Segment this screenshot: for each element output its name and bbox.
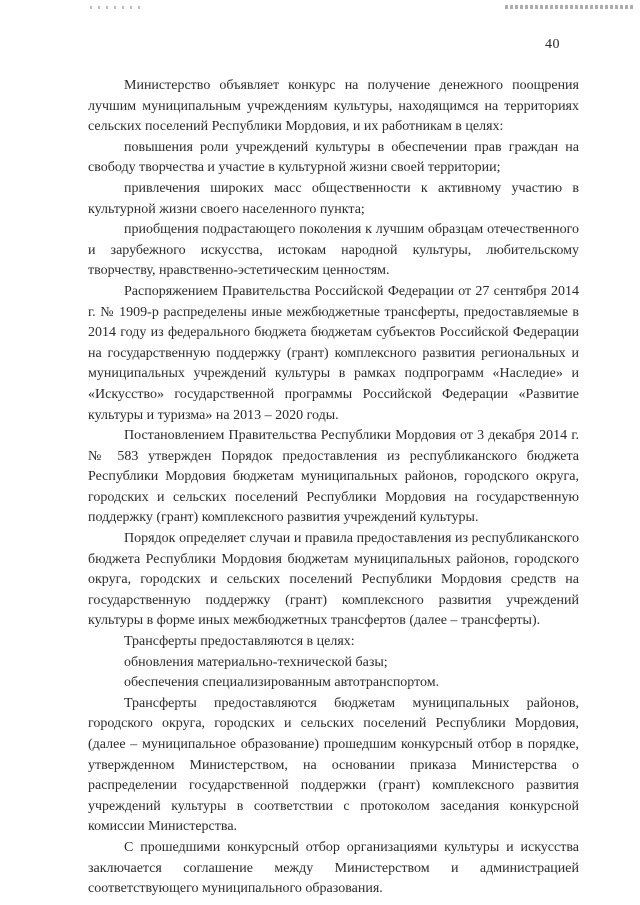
paragraph-purpose-1: обновления материально-технической базы;: [124, 654, 388, 670]
paragraph-regional-resolution: Постановлением Правительства Республики Мордовия от 3 декабря 2014 г. № 583 утвержден Порядок предоставления из республиканского бюджета Республики Мордовия бюджетам муниципальных районов, городского округа, городских и сельских поселений Республики Мордовия на государственную поддержку (грант) комплексного развития учреждений культуры.: [88, 428, 579, 526]
paragraph-federal-order: Распоряжением Правительства Российской Федерации от 27 сентября 2014 г. № 1909-р распределены иные межбюджетные трансферты, предоставляемые в 2014 году из федерального бюджета бюджетам субъектов Российской Федерации на государственную поддержку (грант) комплексного развития региональных и муниципальных учреждений культуры в рамках подпрограмм «Наследие» и «Искусство» государственной программы Российской Федерации «Развитие культуры и туризма» на 2013 – 2020 годы.: [88, 283, 579, 423]
paragraph-agreement: С прошедшими конкурсный отбор организациями культуры и искусства заключается соглашение между Министерством и администрацией соответствующего муниципального образования.: [88, 839, 579, 897]
paragraph-transfer-recipients: Трансферты предоставляются бюджетам муниципальных районов, городского округа, городских и сельских поселений Республики Мордовия, (далее – муниципальное образование) прошедшим конкурсный отбор в порядке, утвержденном Министерством, на основании приказа Министерства о распределении государственной поддержки (грант) комплексного развития учреждений культуры в соответствии с протоколом заседания конкурсной комиссии Министерства.: [88, 695, 579, 835]
scan-artifact-right: [505, 5, 633, 9]
page-number: 40: [545, 37, 560, 52]
scan-artifact-left: [90, 6, 142, 9]
paragraph-goal-3: приобщения подрастающего поколения к лучшим образцам отечественного и зарубежного искусства, истокам народной культуры, любительскому творчеству, нравственно-эстетическим ценностям.: [88, 222, 579, 279]
paragraph-goal-2: привлечения широких масс общественности к активному участию в культурной жизни своего населенного пункта;: [88, 180, 579, 217]
paragraph-procedure: Порядок определяет случаи и правила предоставления из республиканского бюджета Республики Мордовия бюджетам муниципальных районов, городского округа, городских и сельских поселений Республики Мордовия средств на государственную поддержку (грант) комплексного развития учреждений культуры в форме иных межбюджетных трансфертов (далее – трансферты).: [88, 531, 579, 629]
paragraph-transfer-purposes: Трансферты предоставляются в целях:: [124, 634, 355, 650]
document-body: [88, 76, 579, 900]
paragraph-intro: Министерство объявляет конкурс на получение денежного поощрения лучшим муниципальным учреждениям культуры, находящимся на территориях сельских поселений Республики Мордовия, и их работникам в целях:: [88, 78, 579, 135]
paragraph-goal-1: повышения роли учреждений культуры в обеспечении прав граждан на свободу творчества и участие в культурной жизни своей территории;: [88, 139, 579, 176]
paragraph-purpose-2: обеспечения специализированным автотранспортом.: [124, 675, 440, 691]
